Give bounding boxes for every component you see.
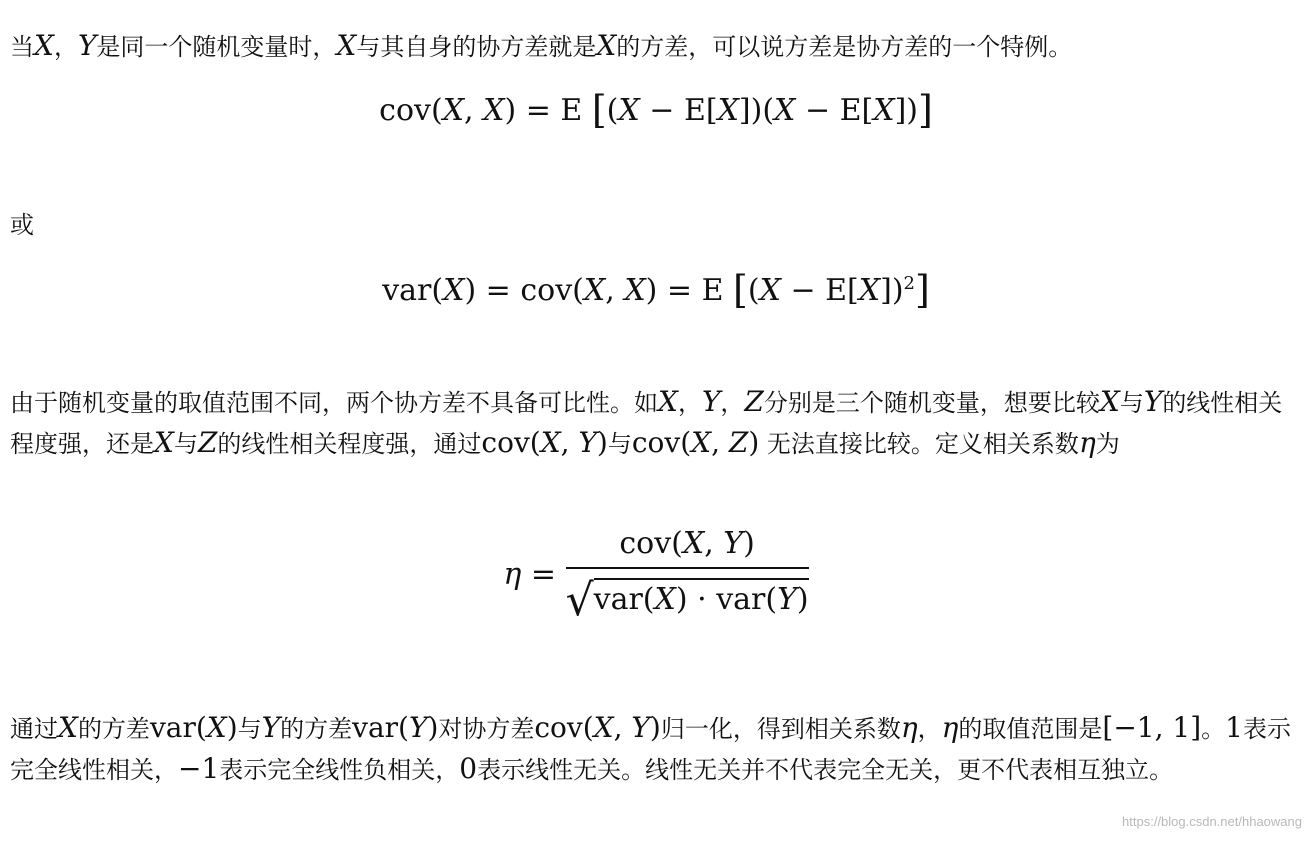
watermark: https://blog.csdn.net/hhaowang xyxy=(1122,814,1302,829)
connector-or: 或 xyxy=(10,211,34,239)
fraction xyxy=(566,526,809,626)
paragraph-correlation-motivation: 由于随机变量的取值范围不同，两个协方差不具备可比性。如X，Y，Z分别是三个随机变量，想要比较X与Y的线性相关程度强，还是X与Z的线性相关程度强，通过cov(X, Y)与cov(X, Z) 无法直接比较。定义相关系数η为 xyxy=(10,385,1283,459)
paragraph-intro: 当X，Y是同一个随机变量时，X与其自身的协方差就是X的方差，可以说方差是协方差的一个特例。 xyxy=(10,29,1073,62)
equation-cov-self: cov(X, X) = E [(X − E[X])(X − E[X])] xyxy=(379,88,933,132)
equation-correlation-coefficient: η = $\frac{\text{cov(X, Y)}}{\text{√var(X) · var(Y)}}$ xyxy=(503,526,809,626)
fraction-numerator: cov(X, Y) xyxy=(566,526,809,569)
equation-var-definition: var(X) = cov(X, X) = E $[(X - E[X])^2]$ xyxy=(382,268,930,312)
fraction-denominator: √var(X) · var(Y) xyxy=(565,575,809,626)
paragraph-normalization: 通过X的方差var(X)与Y的方差var(Y)对协方差cov(X, Y)归一化，得到相关系数η，η的取值范围是[−1, 1]。1表示完全线性相关，−1表示完全线性负相关，0表示线性无关。线性无关并不代表完全无关，更不代表相互独立。 xyxy=(10,711,1291,785)
